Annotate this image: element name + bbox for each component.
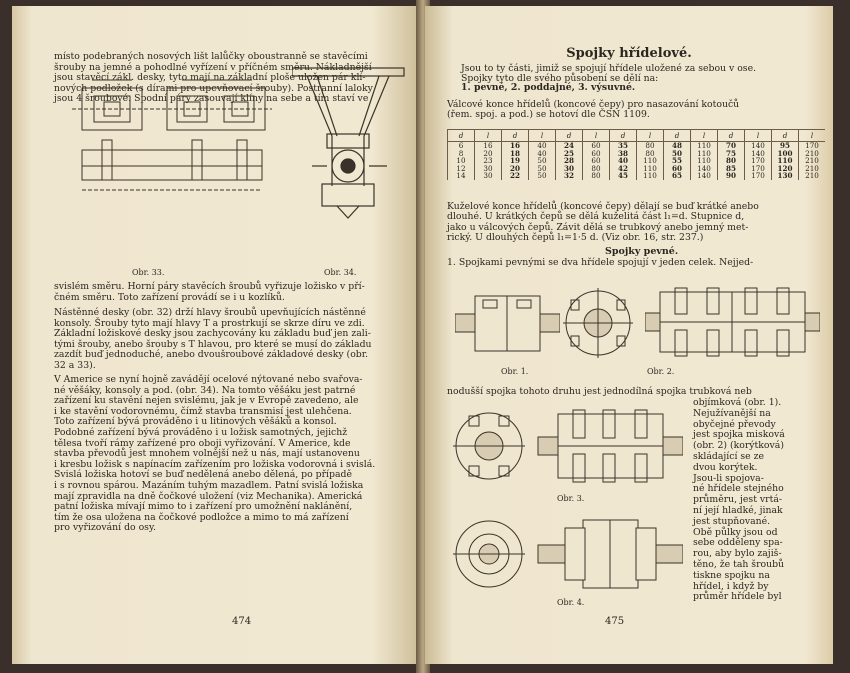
table-cell: 80 <box>583 165 610 173</box>
table-cell: 23 <box>475 157 502 165</box>
coupling-kinds: 1. pevné, 2. poddajné, 3. výsuvné. <box>461 82 636 93</box>
text-line: svislém směru. Horní páry stavěcích šroubů vyřizuje ložisko v pří- <box>54 281 365 292</box>
table-cell: 50 <box>529 157 556 165</box>
table-cell: 80 <box>583 172 610 180</box>
text-line: patní ložiska mívají mimo to i zařízení pro umožnění naklánění, <box>54 501 353 513</box>
table-cell: 120 <box>772 165 799 173</box>
text-line: Nejužívanější na <box>693 407 771 419</box>
table-cell: 30 <box>475 165 502 173</box>
text-line: jsou 4 šroubové. Spodní páry zasouvají klíny na sebe a tím staví ve <box>54 93 369 105</box>
text-line: nových podložek (s dírami pro upevňovací šrouby). Postranní laloky <box>54 82 373 94</box>
text-line: obyčejné převody <box>693 418 776 430</box>
table-header-cell: d <box>718 130 745 142</box>
table-header-row <box>448 130 826 142</box>
table-cell: 20 <box>502 165 529 173</box>
table-header-cell: d <box>556 130 583 142</box>
text-line: tými šrouby, anebo šrouby s T hlavou, pro které se musí do základu <box>54 338 372 350</box>
subsection-title: Spojky pevné. <box>605 246 679 257</box>
figure-33-caption: Obr. 33. <box>132 268 165 277</box>
text-line: (řem. spoj. a pod.) se hotoví dle ČSN 1109. <box>447 109 650 120</box>
text-line: skládající se ze <box>693 451 765 462</box>
text-line: V Americe se nyní hojně zavádějí ocelové nýtované nebo svařova- <box>54 374 363 385</box>
table-cell: 110 <box>637 157 664 165</box>
table-cell: 70 <box>718 142 745 150</box>
table-cell: 16 <box>502 142 529 150</box>
text-line: Spojky tyto dle svého působení se dělí na: <box>461 72 659 84</box>
text-line: Jsou-li spojova- <box>693 472 764 484</box>
table-cell: 24 <box>556 142 583 150</box>
table-row <box>448 150 826 158</box>
table-cell: 85 <box>718 165 745 173</box>
table-cell: 110 <box>691 142 718 150</box>
table-cell: 28 <box>556 157 583 165</box>
left-page-number: 474 <box>232 616 252 627</box>
table-cell: 30 <box>475 172 502 180</box>
table-header-cell: l <box>529 130 556 142</box>
table-cell: 50 <box>529 172 556 180</box>
table-cell: 110 <box>691 157 718 165</box>
table-cell: 210 <box>799 165 826 173</box>
text-line: sebe odděleny spa- <box>693 537 783 549</box>
table-header-cell: d <box>448 130 475 142</box>
table-cell: 8 <box>448 150 475 158</box>
table-cell: 40 <box>610 157 637 165</box>
table-cell: 35 <box>610 142 637 150</box>
table-cell: 80 <box>718 157 745 165</box>
table-cell: 12 <box>448 165 475 173</box>
after-figure-text: nodušší spojka tohoto druhu jest jednodílná spojka trubková neb <box>447 386 752 397</box>
table-cell: 10 <box>448 157 475 165</box>
text-line: jako u válcových čepů. Závit dělá se trubkový anebo jemný met- <box>447 221 749 233</box>
figure-2-end <box>563 288 633 358</box>
text-line: Válcové konce hřídelů (koncové čepy) pro nasazování kotoučů <box>447 99 740 110</box>
table-cell: 140 <box>745 150 772 158</box>
table-cell: 60 <box>583 150 610 158</box>
table-cell: 110 <box>772 157 799 165</box>
table-header-cell: d <box>772 130 799 142</box>
table-cell: 100 <box>772 150 799 158</box>
text-line: Podobné zařízení bývá prováděno i u ložisk samotných, jejichž <box>54 427 348 438</box>
table-cell: 95 <box>772 142 799 150</box>
text-line: rický. U dlouhých čepů l₁=1·5 d. (Viz obr. 16, str. 237.) <box>447 232 704 244</box>
table-cell: 16 <box>475 142 502 150</box>
text-line: průměru, jest vrtá- <box>693 494 783 506</box>
table-row <box>448 172 826 180</box>
text-line: dvou korýtek. <box>693 461 758 473</box>
table-cell: 110 <box>637 172 664 180</box>
text-line: mají zpravidla na dně čočkové uložení (viz Mechanika). Americká <box>54 490 363 502</box>
figure-4-caption: Obr. 4. <box>557 598 585 607</box>
text-line: Svislá ložiska hotoví se buď nedělená anebo dělená, po případě <box>54 469 352 481</box>
figure-34 <box>292 66 407 221</box>
table-cell: 50 <box>664 150 691 158</box>
table-cell: 38 <box>610 150 637 158</box>
text-line: Obě půlky jsou od <box>693 526 778 538</box>
text-line: místo podebraných nosových lišt lalůčky oboustranně se stavěcími <box>54 51 368 62</box>
table-cell: 20 <box>475 150 502 158</box>
table-cell: 140 <box>691 165 718 173</box>
table-cell: 32 <box>556 172 583 180</box>
table-header-cell: l <box>691 130 718 142</box>
text-line: průměr hřídele byl <box>693 591 782 603</box>
table-cell: 22 <box>502 172 529 180</box>
right-page <box>425 6 833 664</box>
table-cell: 60 <box>583 157 610 165</box>
figure-4 <box>453 514 683 594</box>
text-line: tím že osa uložena na čočkové podložce a mimo to má zařízení <box>54 511 349 523</box>
table-cell: 19 <box>502 157 529 165</box>
text-line: těno, že tah šroubů <box>693 559 785 570</box>
figure-2 <box>645 286 820 358</box>
table-cell: 210 <box>799 157 826 165</box>
table-cell: 50 <box>529 165 556 173</box>
table-cell: 45 <box>610 172 637 180</box>
text-line: zazdít buď jednoduché, anebo dvoušroubové základové desky (obr. <box>54 349 369 361</box>
table-header-cell: l <box>475 130 502 142</box>
right-page-number: 475 <box>605 616 625 627</box>
table-cell: 170 <box>745 172 772 180</box>
table-cell: 42 <box>610 165 637 173</box>
table-cell: 210 <box>799 172 826 180</box>
figure-2-caption: Obr. 2. <box>647 367 675 376</box>
left-page <box>12 6 420 664</box>
table-header-cell: l <box>745 130 772 142</box>
table-cell: 170 <box>799 142 826 150</box>
table-cell: 6 <box>448 142 475 150</box>
table-cell: 90 <box>718 172 745 180</box>
text-line: né hřídele stejného <box>693 483 784 495</box>
text-line: pro vyřizování do osy. <box>54 522 156 534</box>
table-cell: 60 <box>583 142 610 150</box>
table-header-cell: l <box>637 130 664 142</box>
text-line: Toto zařízení bývá prováděno i u litinových věšáků a konsol. <box>54 416 337 428</box>
figure-3-caption: Obr. 3. <box>557 494 585 503</box>
text-line: Základní ložiskové desky jsou zachycovány ku základu buď jen zali- <box>54 328 371 340</box>
table-cell: 40 <box>529 150 556 158</box>
table-cell: 80 <box>637 150 664 158</box>
text-line: dlouhé. U krátkých čepů se dělá kuželitá část l₁=d. Stupnice d, <box>447 211 745 223</box>
table-cell: 170 <box>745 157 772 165</box>
text-line: šrouby na jemné a pohodlné vyřízení v příčném směru. Nákladnější <box>54 61 372 73</box>
text-line: stavba převodů jest mnohem volnější než u nás, mají ustanovenu <box>54 448 360 460</box>
table-cell: 80 <box>637 142 664 150</box>
table-cell: 140 <box>691 172 718 180</box>
text-line: né věšáky, konsoly a pod. (obr. 34). Na tomto věšáku jest patrné <box>54 384 356 396</box>
figure-1-caption: Obr. 1. <box>501 367 529 376</box>
shaft-end-table <box>447 129 825 180</box>
text-line: i s rovnou spárou. Mazáním tuhým mazadlem. Patní svislá ložiska <box>54 480 364 491</box>
table-cell: 48 <box>664 142 691 150</box>
table-cell: 210 <box>799 150 826 158</box>
text-line: hřídel, i když by <box>693 580 769 592</box>
text-line: Jsou to ty části, jimiž se spojují hřídele uložené za sebou v ose. <box>461 63 757 74</box>
figure-34-caption: Obr. 34. <box>324 268 357 277</box>
text-line: tělesa tvoří rámy zařízené pro oboji vyřizování. V Americe, kde <box>54 437 351 449</box>
table-cell: 55 <box>664 157 691 165</box>
table-row <box>448 142 826 150</box>
text-line: Kuželové konce hřídelů (koncové čepy) dělají se buď krátké anebo <box>447 201 759 212</box>
table-cell: 18 <box>502 150 529 158</box>
table-cell: 30 <box>556 165 583 173</box>
text-line: ní její hladké, jinak <box>693 505 783 516</box>
table-header-cell: d <box>610 130 637 142</box>
section-title: Spojky hřídelové. <box>566 46 692 61</box>
text-line: i kresbu ložisk s napínacím zařízením pro ložiska vodorovná i svislá. <box>54 458 376 470</box>
table-cell: 110 <box>637 165 664 173</box>
table-cell: 110 <box>691 150 718 158</box>
table-cell: 130 <box>772 172 799 180</box>
table-header-cell: l <box>799 130 826 142</box>
text-line: zařízení ku stavění nejen svislému, jak je v Evropě zavedeno, ale <box>54 395 359 407</box>
table-cell: 65 <box>664 172 691 180</box>
text-line: 32 a 33). <box>54 360 96 371</box>
table-cell: 170 <box>745 165 772 173</box>
text-line: tiskne spojku na <box>693 569 770 581</box>
text-line: čném směru. Toto zařízení provádí se i u kozlíků. <box>54 291 285 303</box>
table-header-cell: d <box>664 130 691 142</box>
table-cell: 14 <box>448 172 475 180</box>
table-row <box>448 165 826 173</box>
table-header-cell: d <box>502 130 529 142</box>
figure-3 <box>453 406 683 486</box>
table-cell: 40 <box>529 142 556 150</box>
text-line: konsoly. Šrouby tyto mají hlavy T a prostrkují se skrze díru ve zdi. <box>54 317 365 329</box>
text-line: jest spojka misková <box>693 429 785 441</box>
text-line: i ke stavění vodorovnému, čímž stavba transmisí jest ulehčena. <box>54 405 352 417</box>
text-line: rou, aby bylo zajiš- <box>693 548 782 560</box>
figure-33 <box>72 68 272 213</box>
figure-1 <box>455 286 560 361</box>
table-cell: 140 <box>745 142 772 150</box>
table-cell: 75 <box>718 150 745 158</box>
table-row <box>448 157 826 165</box>
table-cell: 60 <box>664 165 691 173</box>
text-line: jest stupňované. <box>693 515 771 527</box>
text-line: Nástěnné desky (obr. 32) drží hlavy šroubů upevňujících nástěnné <box>54 307 366 318</box>
fixed-couplings-text: 1. Spojkami pevnými se dva hřídele spojují v jeden celek. Nejjed- <box>447 257 754 268</box>
table-cell: 25 <box>556 150 583 158</box>
table-header-cell: l <box>583 130 610 142</box>
text-line: objímková (obr. 1). <box>693 397 782 408</box>
text-line: jsou stavěcí zákl. desky, tyto mají na základní ploše uložen pár klí- <box>54 72 366 84</box>
text-line: (obr. 2) (korýtková) <box>693 440 784 452</box>
